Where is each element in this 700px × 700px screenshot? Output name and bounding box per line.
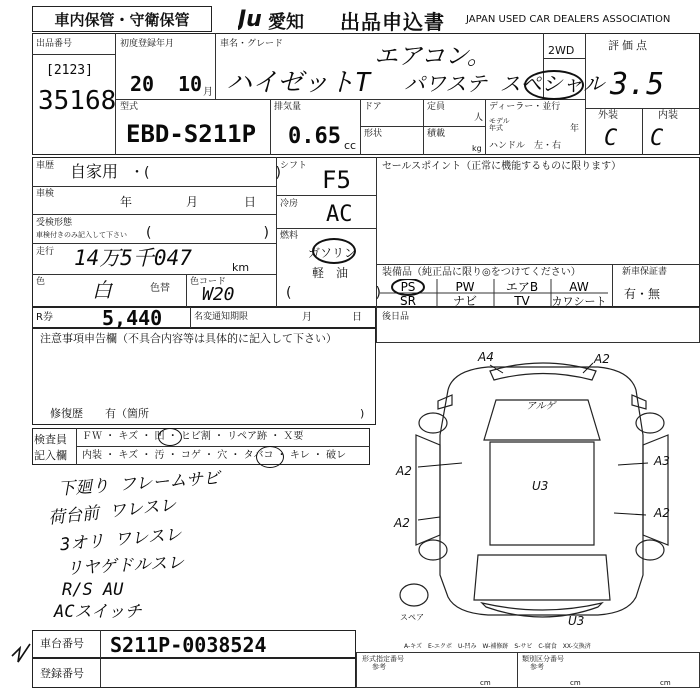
r-ticket-label: R券 — [36, 312, 53, 323]
inspection-day: 日 — [244, 195, 257, 209]
fuel-paren: ( ) — [286, 285, 381, 301]
note-line: 3オリ ワレスレ — [59, 524, 183, 556]
english-title: JAPAN USED CAR DEALERS ASSOCIATION — [466, 14, 671, 25]
color-value: 白 — [92, 278, 112, 302]
displacement-value: 0.65 — [288, 124, 341, 149]
grade-line1-value: エアコン。 — [374, 42, 491, 70]
warranty-yes-no: 有・無 — [624, 287, 661, 301]
inspection-row1: ＦＷ ・ キズ ・ 凹 ・ ヒビ割 ・ リペア跡 ・ Ｘ要 — [82, 431, 304, 442]
color-code-label: 色コード — [190, 277, 227, 287]
inspection-type-label: 受検形態 — [36, 218, 73, 228]
reg-month-value: 10 — [178, 72, 203, 96]
chassis-number-value: S211P-0038524 — [110, 633, 267, 657]
reg-month-unit: 月 — [203, 87, 213, 98]
shape-label: 形状 — [364, 129, 383, 139]
diagram-mark: A2 — [396, 464, 412, 478]
inspection-year: 年 — [120, 195, 133, 209]
equipment-item-airbag: エアB — [505, 280, 539, 294]
color-code-value: W20 — [202, 284, 235, 305]
inspection-type-paren: ( ) — [146, 225, 269, 241]
org-name: 愛知 — [268, 12, 304, 33]
mileage-unit: km — [232, 261, 250, 274]
lot-code-value: [2123] — [46, 63, 93, 78]
model-code-value: EBD-S211P — [126, 120, 257, 148]
damage-legend: A-キズ E-エクボ U-凹み W-補修跡 S-サビ C-腐食 XX-交換済 — [404, 643, 591, 650]
fuel-value: ガソリン — [308, 246, 357, 260]
equipment-item-aw: AW — [569, 280, 589, 294]
equipment-item-leather-seat: カワシート — [551, 295, 607, 307]
model-code-label: 型式 — [120, 102, 139, 112]
cm-unit-3: cm — [660, 679, 671, 687]
note-line: ACスイッチ — [54, 602, 142, 622]
repair-history-close: ) — [360, 407, 365, 420]
inspection-circle-mark-2 — [256, 446, 284, 468]
rear-items-label: 後日品 — [382, 312, 410, 322]
interior-label: 内装 — [658, 110, 678, 121]
equipment-item-pw: PW — [455, 280, 475, 294]
reg-year-value: 20 — [130, 72, 155, 96]
notes-label: 注意事項申告欄（不具合内容等は具体的に記入して下さい） — [40, 332, 337, 345]
note-line: リヤゲドルスレ — [65, 552, 185, 580]
cooling-label: 冷房 — [280, 199, 299, 209]
diagram-mark: U3 — [532, 479, 549, 493]
grade-line2-value: パワステ スペシャル — [404, 72, 605, 96]
model-name-value: ハイゼットT — [226, 68, 371, 98]
chassis-number-label: 車台番号 — [40, 637, 84, 650]
interior-grade-value: C — [650, 126, 664, 151]
exterior-grade-value: C — [604, 126, 618, 151]
spare-label: スペア — [400, 613, 424, 622]
inspection-circle-mark-1 — [158, 428, 182, 446]
mileage-label: 走行 — [36, 247, 55, 257]
year-unit: 年 — [570, 124, 580, 134]
deadline-month: 月 — [302, 312, 312, 323]
model-year-label: モデル 年式 — [489, 117, 510, 132]
displacement-unit: cc — [344, 139, 357, 152]
model-grade-label: 車名・グレード — [220, 39, 284, 49]
history-value: 自家用 — [70, 162, 119, 181]
storage-type-box — [32, 6, 212, 32]
equipment-item-ps: PS — [400, 280, 416, 294]
new-car-warranty-label: 新車保証書 — [622, 267, 668, 277]
exterior-label: 外装 — [598, 110, 618, 121]
inspector-label: 検査員 記入欄 — [34, 433, 67, 462]
category-number-label: 類別区分番号 — [522, 655, 564, 663]
registration-number-label: 登録番号 — [40, 667, 84, 680]
cm-unit-1: cm — [480, 679, 491, 687]
shift-label: シフト — [280, 161, 308, 171]
mileage-value: 14万5千047 — [74, 246, 192, 270]
equipment-item-tv: TV — [514, 294, 530, 307]
score-value: 3.5 — [610, 67, 665, 102]
score-label: 評価点 — [608, 39, 650, 52]
load-unit: kg — [472, 144, 482, 153]
color-swap-label: 色替 — [150, 283, 170, 294]
name-change-deadline-label: 名変通知期限 — [194, 312, 249, 322]
type-designation-label: 形式指定番号 — [362, 655, 404, 663]
sales-point-label: セールスポイント（正常に機能するものに限ります） — [382, 161, 622, 172]
car-damage-diagram — [378, 345, 700, 645]
handwritten-check-mark — [10, 636, 34, 670]
deadline-day: 日 — [352, 312, 362, 323]
history-label: 車歴 — [36, 161, 55, 171]
color-label: 色 — [36, 277, 46, 287]
lot-number-value: 35168 — [38, 86, 117, 116]
note-line: R/S AU — [62, 580, 124, 600]
form-title: 出品申込書 — [340, 10, 445, 34]
category-reference-label: 参考 — [530, 663, 544, 671]
fuel-circle-mark — [312, 238, 356, 264]
cooling-value: AC — [326, 202, 353, 227]
diagram-mark: A2 — [654, 506, 670, 520]
capacity-label: 定員 — [427, 102, 446, 112]
displacement-label: 排気量 — [274, 102, 302, 112]
door-label: ドア — [364, 102, 382, 112]
diagram-mark: A3 — [654, 454, 670, 468]
diagram-mark: A2 — [594, 352, 610, 366]
dealer-parallel-label: ディーラー・並行 — [489, 102, 561, 112]
equipment-item-sr: SR — [400, 294, 416, 307]
handle-label: ハンドル 左・右 — [489, 141, 562, 151]
history-paren: ・( ) — [130, 165, 281, 181]
diesel-label: 軽 油 — [312, 266, 349, 280]
grade-circle-mark — [524, 70, 584, 100]
fuel-label: 燃料 — [280, 231, 299, 241]
note-line: 荷台前 ワレスレ — [47, 495, 178, 529]
shift-value: F5 — [322, 166, 351, 194]
diagram-mark: アルゲ — [526, 401, 556, 412]
r-ticket-value: 5,440 — [102, 306, 163, 330]
inspection-label: 車検 — [36, 189, 55, 199]
handwritten-notes — [46, 470, 366, 630]
storage-label: 車内保管・守衛保管 — [54, 10, 190, 29]
capacity-unit: 人 — [474, 113, 484, 123]
diagram-mark: A4 — [478, 350, 494, 364]
inspection-month: 月 — [186, 195, 199, 209]
note-line: 下廻り フレームサビ — [57, 468, 221, 500]
equipment-item-navi: ナビ — [452, 294, 478, 307]
lot-number-label: 出品番号 — [36, 39, 73, 49]
inspection-row2: 内装 ・ キズ ・ 汚 ・ コゲ ・ 穴 ・ タバコ ・ キレ ・ 破レ — [82, 450, 347, 461]
rear-items-box — [376, 307, 700, 343]
first-registration-label: 初度登録年月 — [120, 39, 175, 49]
ju-logo-text: Ju — [238, 7, 262, 30]
cm-unit-2: cm — [570, 679, 581, 687]
diagram-mark: U3 — [568, 614, 585, 628]
load-label: 積載 — [427, 129, 446, 139]
repair-history-label: 修復歴 有（箇所 — [50, 407, 149, 420]
inspection-type-note: 車検付きのみ記入して下さい — [36, 231, 127, 239]
equipment-label: 装備品（純正品に限り◎をつけてください） — [382, 267, 581, 278]
equipment-grid — [380, 279, 608, 307]
type-reference-label: 参考 — [372, 663, 386, 671]
drive-type-label: 2WD — [548, 44, 575, 57]
diagram-mark: A2 — [394, 516, 410, 530]
